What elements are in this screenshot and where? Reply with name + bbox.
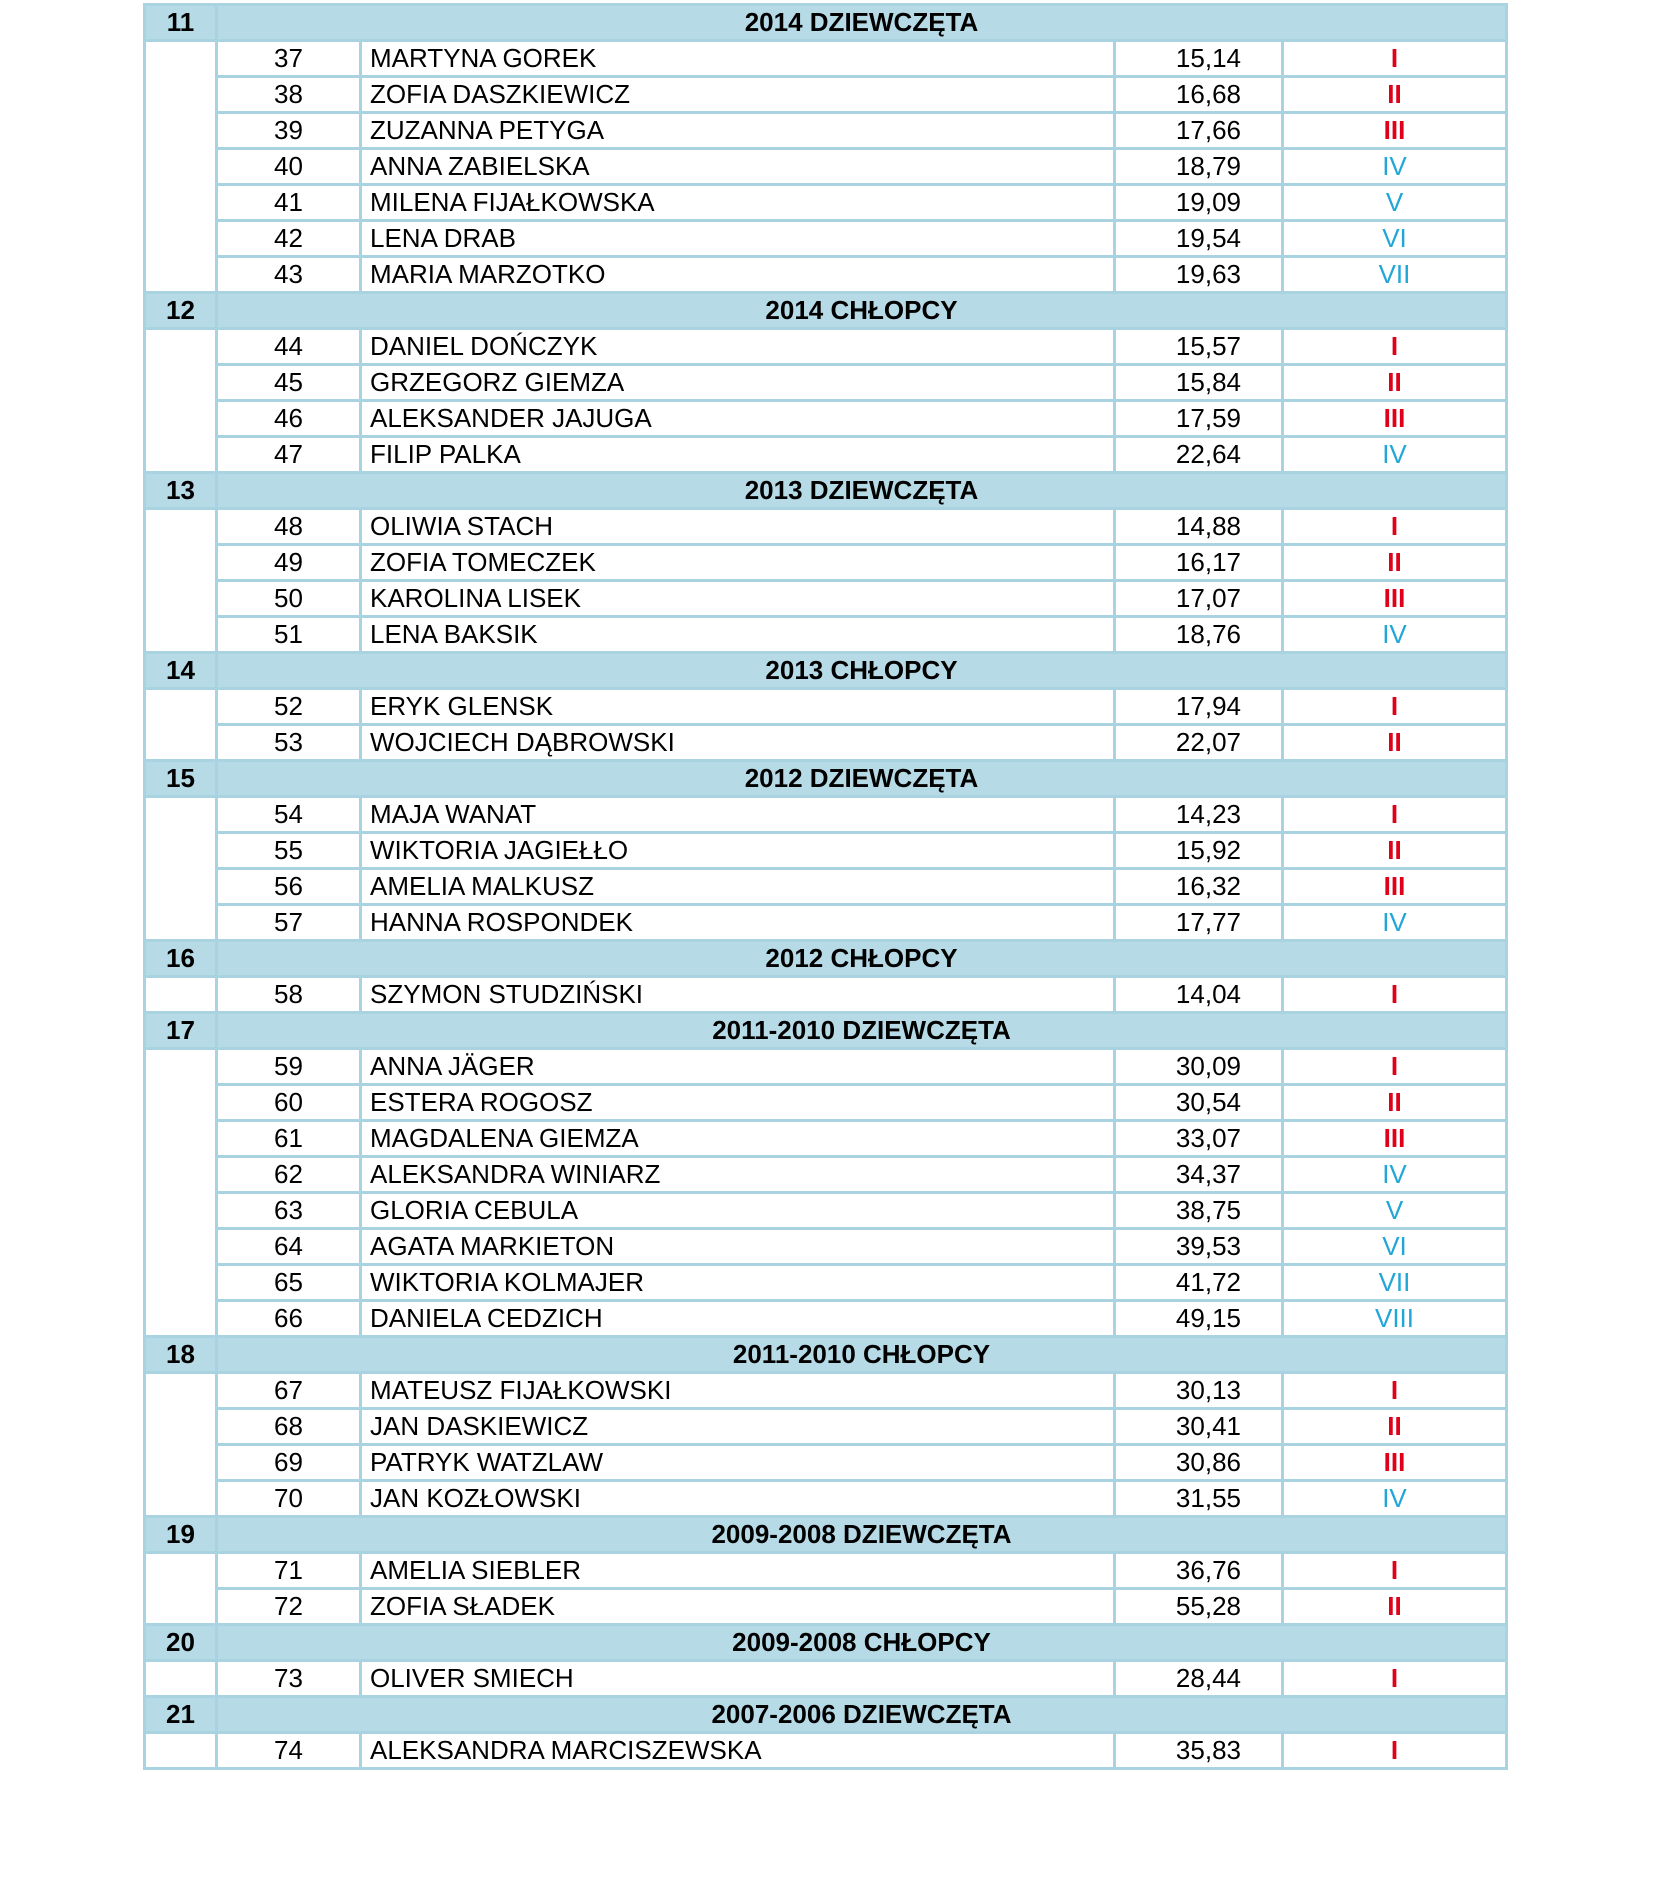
competitor-number: 63 (217, 1193, 361, 1229)
competitor-number: 44 (217, 329, 361, 365)
category-number: 11 (145, 5, 217, 41)
table-row (145, 329, 1507, 365)
competitor-name: JAN KOZŁOWSKI (361, 1481, 1115, 1517)
competitor-place: II (1283, 545, 1507, 581)
category-spacer (145, 1661, 217, 1697)
competitor-place: I (1283, 329, 1507, 365)
competitor-time: 19,63 (1115, 257, 1283, 293)
competitor-name: JAN DASKIEWICZ (361, 1409, 1115, 1445)
competitor-number: 53 (217, 725, 361, 761)
competitor-number: 58 (217, 977, 361, 1013)
competitor-place: I (1283, 509, 1507, 545)
competitor-name: ANNA ZABIELSKA (361, 149, 1115, 185)
category-title: 2012 CHŁOPCY (217, 941, 1507, 977)
competitor-time: 28,44 (1115, 1661, 1283, 1697)
category-spacer (145, 797, 217, 941)
competitor-place: I (1283, 1553, 1507, 1589)
category-number: 19 (145, 1517, 217, 1553)
competitor-name: MILENA FIJAŁKOWSKA (361, 185, 1115, 221)
table-row (145, 1229, 1507, 1265)
category-title: 2011-2010 CHŁOPCY (217, 1337, 1507, 1373)
category-spacer (145, 977, 217, 1013)
competitor-number: 54 (217, 797, 361, 833)
competitor-place: VI (1283, 221, 1507, 257)
competitor-time: 17,77 (1115, 905, 1283, 941)
competitor-place: I (1283, 1661, 1507, 1697)
category-title: 2009-2008 DZIEWCZĘTA (217, 1517, 1507, 1553)
competitor-place: II (1283, 1589, 1507, 1625)
category-spacer (145, 509, 217, 653)
competitor-time: 14,88 (1115, 509, 1283, 545)
competitor-number: 56 (217, 869, 361, 905)
competitor-number: 37 (217, 41, 361, 77)
competitor-time: 18,76 (1115, 617, 1283, 653)
competitor-place: III (1283, 401, 1507, 437)
competitor-name: LENA BAKSIK (361, 617, 1115, 653)
table-row (145, 1157, 1507, 1193)
category-spacer (145, 1049, 217, 1337)
table-row (145, 1265, 1507, 1301)
competitor-place: VI (1283, 1229, 1507, 1265)
competitor-name: ANNA JÄGER (361, 1049, 1115, 1085)
competitor-time: 36,76 (1115, 1553, 1283, 1589)
competitor-number: 59 (217, 1049, 361, 1085)
table-row (145, 1409, 1507, 1445)
table-row (145, 1445, 1507, 1481)
category-title: 2009-2008 CHŁOPCY (217, 1625, 1507, 1661)
competitor-place: I (1283, 689, 1507, 725)
competitor-name: AGATA MARKIETON (361, 1229, 1115, 1265)
competitor-place: II (1283, 1085, 1507, 1121)
competitor-place: I (1283, 977, 1507, 1013)
competitor-number: 48 (217, 509, 361, 545)
competitor-place: IV (1283, 437, 1507, 473)
competitor-place: VIII (1283, 1301, 1507, 1337)
table-row (145, 113, 1507, 149)
competitor-time: 30,13 (1115, 1373, 1283, 1409)
table-row (145, 1661, 1507, 1697)
table-row (145, 833, 1507, 869)
competitor-time: 15,14 (1115, 41, 1283, 77)
category-header-row (145, 653, 1507, 689)
category-title: 2007-2006 DZIEWCZĘTA (217, 1697, 1507, 1733)
results-table (143, 3, 1508, 1770)
competitor-number: 49 (217, 545, 361, 581)
category-header-row (145, 5, 1507, 41)
category-title: 2014 DZIEWCZĘTA (217, 5, 1507, 41)
competitor-number: 50 (217, 581, 361, 617)
competitor-place: II (1283, 725, 1507, 761)
table-row (145, 905, 1507, 941)
competitor-number: 57 (217, 905, 361, 941)
competitor-time: 31,55 (1115, 1481, 1283, 1517)
category-number: 14 (145, 653, 217, 689)
table-row (145, 149, 1507, 185)
table-row (145, 1373, 1507, 1409)
competitor-time: 30,41 (1115, 1409, 1283, 1445)
competitor-place: VII (1283, 257, 1507, 293)
competitor-number: 38 (217, 77, 361, 113)
competitor-time: 15,57 (1115, 329, 1283, 365)
category-number: 13 (145, 473, 217, 509)
competitor-name: ERYK GLENSK (361, 689, 1115, 725)
category-number: 21 (145, 1697, 217, 1733)
competitor-time: 19,54 (1115, 221, 1283, 257)
competitor-time: 41,72 (1115, 1265, 1283, 1301)
table-row (145, 977, 1507, 1013)
competitor-place: II (1283, 365, 1507, 401)
table-row (145, 221, 1507, 257)
competitor-number: 71 (217, 1553, 361, 1589)
competitor-name: ZOFIA SŁADEK (361, 1589, 1115, 1625)
table-row (145, 257, 1507, 293)
competitor-place: I (1283, 1373, 1507, 1409)
category-header-row (145, 1013, 1507, 1049)
competitor-number: 61 (217, 1121, 361, 1157)
competitor-name: HANNA ROSPONDEK (361, 905, 1115, 941)
competitor-place: V (1283, 1193, 1507, 1229)
competitor-time: 22,64 (1115, 437, 1283, 473)
category-spacer (145, 329, 217, 473)
category-spacer (145, 1733, 217, 1769)
competitor-name: GRZEGORZ GIEMZA (361, 365, 1115, 401)
table-row (145, 689, 1507, 725)
competitor-time: 55,28 (1115, 1589, 1283, 1625)
competitor-name: MARIA MARZOTKO (361, 257, 1115, 293)
category-header-row (145, 1625, 1507, 1661)
competitor-time: 39,53 (1115, 1229, 1283, 1265)
category-number: 20 (145, 1625, 217, 1661)
competitor-name: WOJCIECH DĄBROWSKI (361, 725, 1115, 761)
competitor-name: PATRYK WATZLAW (361, 1445, 1115, 1481)
table-row (145, 437, 1507, 473)
competitor-name: WIKTORIA KOLMAJER (361, 1265, 1115, 1301)
competitor-place: I (1283, 1733, 1507, 1769)
competitor-place: IV (1283, 149, 1507, 185)
competitor-number: 72 (217, 1589, 361, 1625)
competitor-time: 33,07 (1115, 1121, 1283, 1157)
competitor-name: GLORIA CEBULA (361, 1193, 1115, 1229)
table-row (145, 1301, 1507, 1337)
competitor-place: IV (1283, 617, 1507, 653)
table-row (145, 401, 1507, 437)
table-row (145, 1481, 1507, 1517)
category-title: 2012 DZIEWCZĘTA (217, 761, 1507, 797)
competitor-name: DANIEL DOŃCZYK (361, 329, 1115, 365)
competitor-name: KAROLINA LISEK (361, 581, 1115, 617)
category-number: 15 (145, 761, 217, 797)
competitor-name: MAJA WANAT (361, 797, 1115, 833)
competitor-time: 22,07 (1115, 725, 1283, 761)
table-row (145, 797, 1507, 833)
category-spacer (145, 41, 217, 293)
table-row (145, 77, 1507, 113)
category-title: 2013 CHŁOPCY (217, 653, 1507, 689)
competitor-number: 46 (217, 401, 361, 437)
table-row (145, 185, 1507, 221)
competitor-name: ZOFIA DASZKIEWICZ (361, 77, 1115, 113)
competitor-time: 14,23 (1115, 797, 1283, 833)
competitor-time: 17,59 (1115, 401, 1283, 437)
table-row (145, 869, 1507, 905)
competitor-time: 30,86 (1115, 1445, 1283, 1481)
competitor-place: III (1283, 581, 1507, 617)
category-number: 18 (145, 1337, 217, 1373)
table-row (145, 1193, 1507, 1229)
table-row (145, 1733, 1507, 1769)
competitor-number: 52 (217, 689, 361, 725)
competitor-name: WIKTORIA JAGIEŁŁO (361, 833, 1115, 869)
category-spacer (145, 689, 217, 761)
competitor-number: 47 (217, 437, 361, 473)
competitor-name: MATEUSZ FIJAŁKOWSKI (361, 1373, 1115, 1409)
category-number: 12 (145, 293, 217, 329)
category-spacer (145, 1373, 217, 1517)
table-row (145, 545, 1507, 581)
competitor-place: VII (1283, 1265, 1507, 1301)
competitor-place: II (1283, 1409, 1507, 1445)
table-row (145, 1589, 1507, 1625)
competitor-number: 40 (217, 149, 361, 185)
competitor-time: 49,15 (1115, 1301, 1283, 1337)
category-header-row (145, 1517, 1507, 1553)
competitor-number: 74 (217, 1733, 361, 1769)
competitor-time: 16,32 (1115, 869, 1283, 905)
competitor-place: IV (1283, 1481, 1507, 1517)
competitor-name: ALEKSANDER JAJUGA (361, 401, 1115, 437)
competitor-place: III (1283, 1121, 1507, 1157)
table-row (145, 1085, 1507, 1121)
competitor-place: V (1283, 185, 1507, 221)
competitor-time: 15,92 (1115, 833, 1283, 869)
competitor-number: 66 (217, 1301, 361, 1337)
category-number: 16 (145, 941, 217, 977)
competitor-name: MARTYNA GOREK (361, 41, 1115, 77)
category-header-row (145, 293, 1507, 329)
table-row (145, 1121, 1507, 1157)
competitor-time: 17,66 (1115, 113, 1283, 149)
category-title: 2013 DZIEWCZĘTA (217, 473, 1507, 509)
category-header-row (145, 473, 1507, 509)
category-title: 2014 CHŁOPCY (217, 293, 1507, 329)
competitor-number: 62 (217, 1157, 361, 1193)
competitor-name: MAGDALENA GIEMZA (361, 1121, 1115, 1157)
competitor-number: 70 (217, 1481, 361, 1517)
competitor-number: 45 (217, 365, 361, 401)
competitor-time: 30,09 (1115, 1049, 1283, 1085)
competitor-name: AMELIA SIEBLER (361, 1553, 1115, 1589)
competitor-place: I (1283, 797, 1507, 833)
competitor-time: 35,83 (1115, 1733, 1283, 1769)
category-header-row (145, 941, 1507, 977)
table-row (145, 581, 1507, 617)
competitor-number: 42 (217, 221, 361, 257)
competitor-place: II (1283, 833, 1507, 869)
competitor-place: III (1283, 869, 1507, 905)
category-title: 2011-2010 DZIEWCZĘTA (217, 1013, 1507, 1049)
competitor-number: 73 (217, 1661, 361, 1697)
competitor-name: ALEKSANDRA MARCISZEWSKA (361, 1733, 1115, 1769)
competitor-place: II (1283, 77, 1507, 113)
table-row (145, 725, 1507, 761)
table-row (145, 617, 1507, 653)
competitor-number: 69 (217, 1445, 361, 1481)
competitor-place: III (1283, 113, 1507, 149)
competitor-number: 68 (217, 1409, 361, 1445)
competitor-number: 55 (217, 833, 361, 869)
competitor-number: 67 (217, 1373, 361, 1409)
results-body (145, 5, 1507, 1769)
competitor-time: 16,17 (1115, 545, 1283, 581)
competitor-place: IV (1283, 905, 1507, 941)
competitor-time: 16,68 (1115, 77, 1283, 113)
competitor-name: LENA DRAB (361, 221, 1115, 257)
competitor-number: 41 (217, 185, 361, 221)
competitor-time: 38,75 (1115, 1193, 1283, 1229)
competitor-time: 17,94 (1115, 689, 1283, 725)
competitor-time: 34,37 (1115, 1157, 1283, 1193)
competitor-time: 15,84 (1115, 365, 1283, 401)
competitor-time: 14,04 (1115, 977, 1283, 1013)
competitor-name: AMELIA MALKUSZ (361, 869, 1115, 905)
competitor-number: 65 (217, 1265, 361, 1301)
competitor-place: III (1283, 1445, 1507, 1481)
competitor-name: DANIELA CEDZICH (361, 1301, 1115, 1337)
table-row (145, 1553, 1507, 1589)
competitor-name: SZYMON STUDZIŃSKI (361, 977, 1115, 1013)
table-row (145, 365, 1507, 401)
competitor-name: ZUZANNA PETYGA (361, 113, 1115, 149)
category-number: 17 (145, 1013, 217, 1049)
competitor-name: ESTERA ROGOSZ (361, 1085, 1115, 1121)
table-row (145, 1049, 1507, 1085)
competitor-number: 43 (217, 257, 361, 293)
competitor-place: I (1283, 41, 1507, 77)
competitor-name: OLIVER SMIECH (361, 1661, 1115, 1697)
competitor-name: ALEKSANDRA WINIARZ (361, 1157, 1115, 1193)
competitor-time: 19,09 (1115, 185, 1283, 221)
competitor-number: 51 (217, 617, 361, 653)
competitor-name: FILIP PALKA (361, 437, 1115, 473)
competitor-number: 60 (217, 1085, 361, 1121)
table-row (145, 509, 1507, 545)
competitor-time: 18,79 (1115, 149, 1283, 185)
category-header-row (145, 761, 1507, 797)
competitor-name: OLIWIA STACH (361, 509, 1115, 545)
table-row (145, 41, 1507, 77)
category-spacer (145, 1553, 217, 1625)
category-header-row (145, 1337, 1507, 1373)
competitor-number: 39 (217, 113, 361, 149)
category-header-row (145, 1697, 1507, 1733)
competitor-place: I (1283, 1049, 1507, 1085)
competitor-place: IV (1283, 1157, 1507, 1193)
competitor-time: 17,07 (1115, 581, 1283, 617)
competitor-name: ZOFIA TOMECZEK (361, 545, 1115, 581)
competitor-time: 30,54 (1115, 1085, 1283, 1121)
competitor-number: 64 (217, 1229, 361, 1265)
